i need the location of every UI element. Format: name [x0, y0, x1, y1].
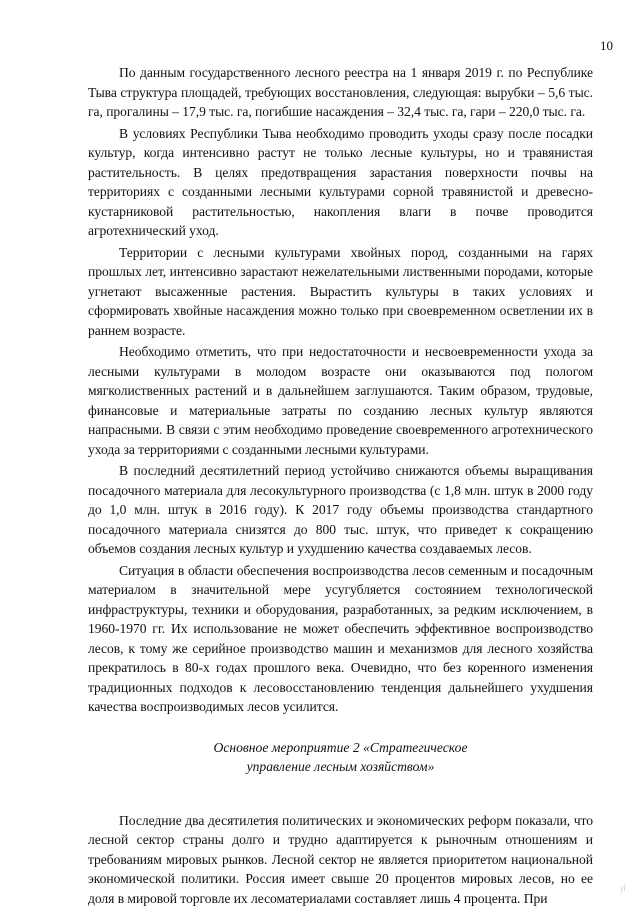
section-heading [88, 738, 593, 777]
paragraph: Территории с лесными культурами хвойных пород, созданными на гарях прошлых лет, интенсивно зарастают нежелательными лиственными породами, которые угнетают высаженные растения. Вырастить культуры в таких условиях и сформировать хвойные насаждения можно только при своевременном осветлении их в раннем возрасте. [88, 244, 593, 338]
paragraph: Последние два десятилетия политических и экономических реформ показали, что лесной сектор страны долго и трудно адаптируется к рыночным отношениям и требованиям мировых рынков. Лесной сектор не является приоритетом национальной экономической политики. Россия имеет свыше 20 процентов мировых лесов, но ее доля в мировой торговле их лесоматериалами составляет лишь 4 процента. При [88, 812, 593, 906]
section-heading-line: управление лесным хозяйством» [246, 759, 435, 774]
page-number: 10 [600, 38, 613, 53]
document-body [88, 63, 593, 910]
paragraph: Ситуация в области обеспечения воспроизводства лесов семенным и посадочным материалом в значительной мере усугубляется состоянием технологической инфраструктуры, техники и оборудования, разработанных, за редким исключением, в 1960-1970 гг. Их использование не может обеспечить эффективное воспроизводство лесов, к тому же серийное производство машин и механизмов для лесного хозяйства прекратилось в 80-х годах прошлого века. Очевидно, что без коренного изменения традиционных подходов к лесовосстановлению тенденция дальнейшего ухудшения качества воспроизводимых лесов усилится. [88, 562, 593, 714]
paragraph: По данным государственного лесного реестра на 1 января 2019 г. по Республике Тыва структура площадей, требующих восстановления, следующая: вырубки – 5,6 тыс. га, прогалины – 17,9 тыс. га, погибшие насаждения – 32,4 тыс. га, гари – 220,0 тыс. га. [88, 65, 593, 119]
paragraph: В условиях Республики Тыва необходимо проводить уходы сразу после посадки культур, когда интенсивно растут не только лесные культуры, но и травянистая растительность. В целях предотвращения зарастания поверхности почвы на территориях с созданными лесными культурами сорной травянистой и древесно-кустарниковой растительностью, накопления влаги в почве проводится агротехнический уход. [88, 125, 593, 238]
paragraph: В последний десятилетний период устойчиво снижаются объемы выращивания посадочного материала для лесокультурного производства (с 1,8 млн. штук в 2000 году до 1,0 млн. штук в 2016 году). К 2017 году объемы производства стандартного посадочного материала снизятся до 800 тыс. штук, что приведет к сокращению объемов создания лесных культур и ухудшению качества создаваемых лесов. [88, 463, 593, 556]
paragraph: Необходимо отметить, что при недостаточности и несвоевременности ухода за лесными культурами в молодом возрасте они оказываются под пологом мягколиственных растений и в дальнейшем заглушаются. Таким образом, трудовые, финансовые и материальные затраты по созданию лесных культур являются напрасными. В связи с этим необходимо проведение своевременного агротехнического ухода за территориями с созданными лесными культурами. [88, 344, 593, 457]
section-heading-line: Основное мероприятие 2 «Стратегическое [213, 739, 468, 755]
scan-mark-icon: ⁄ ⁄ [619, 883, 628, 894]
